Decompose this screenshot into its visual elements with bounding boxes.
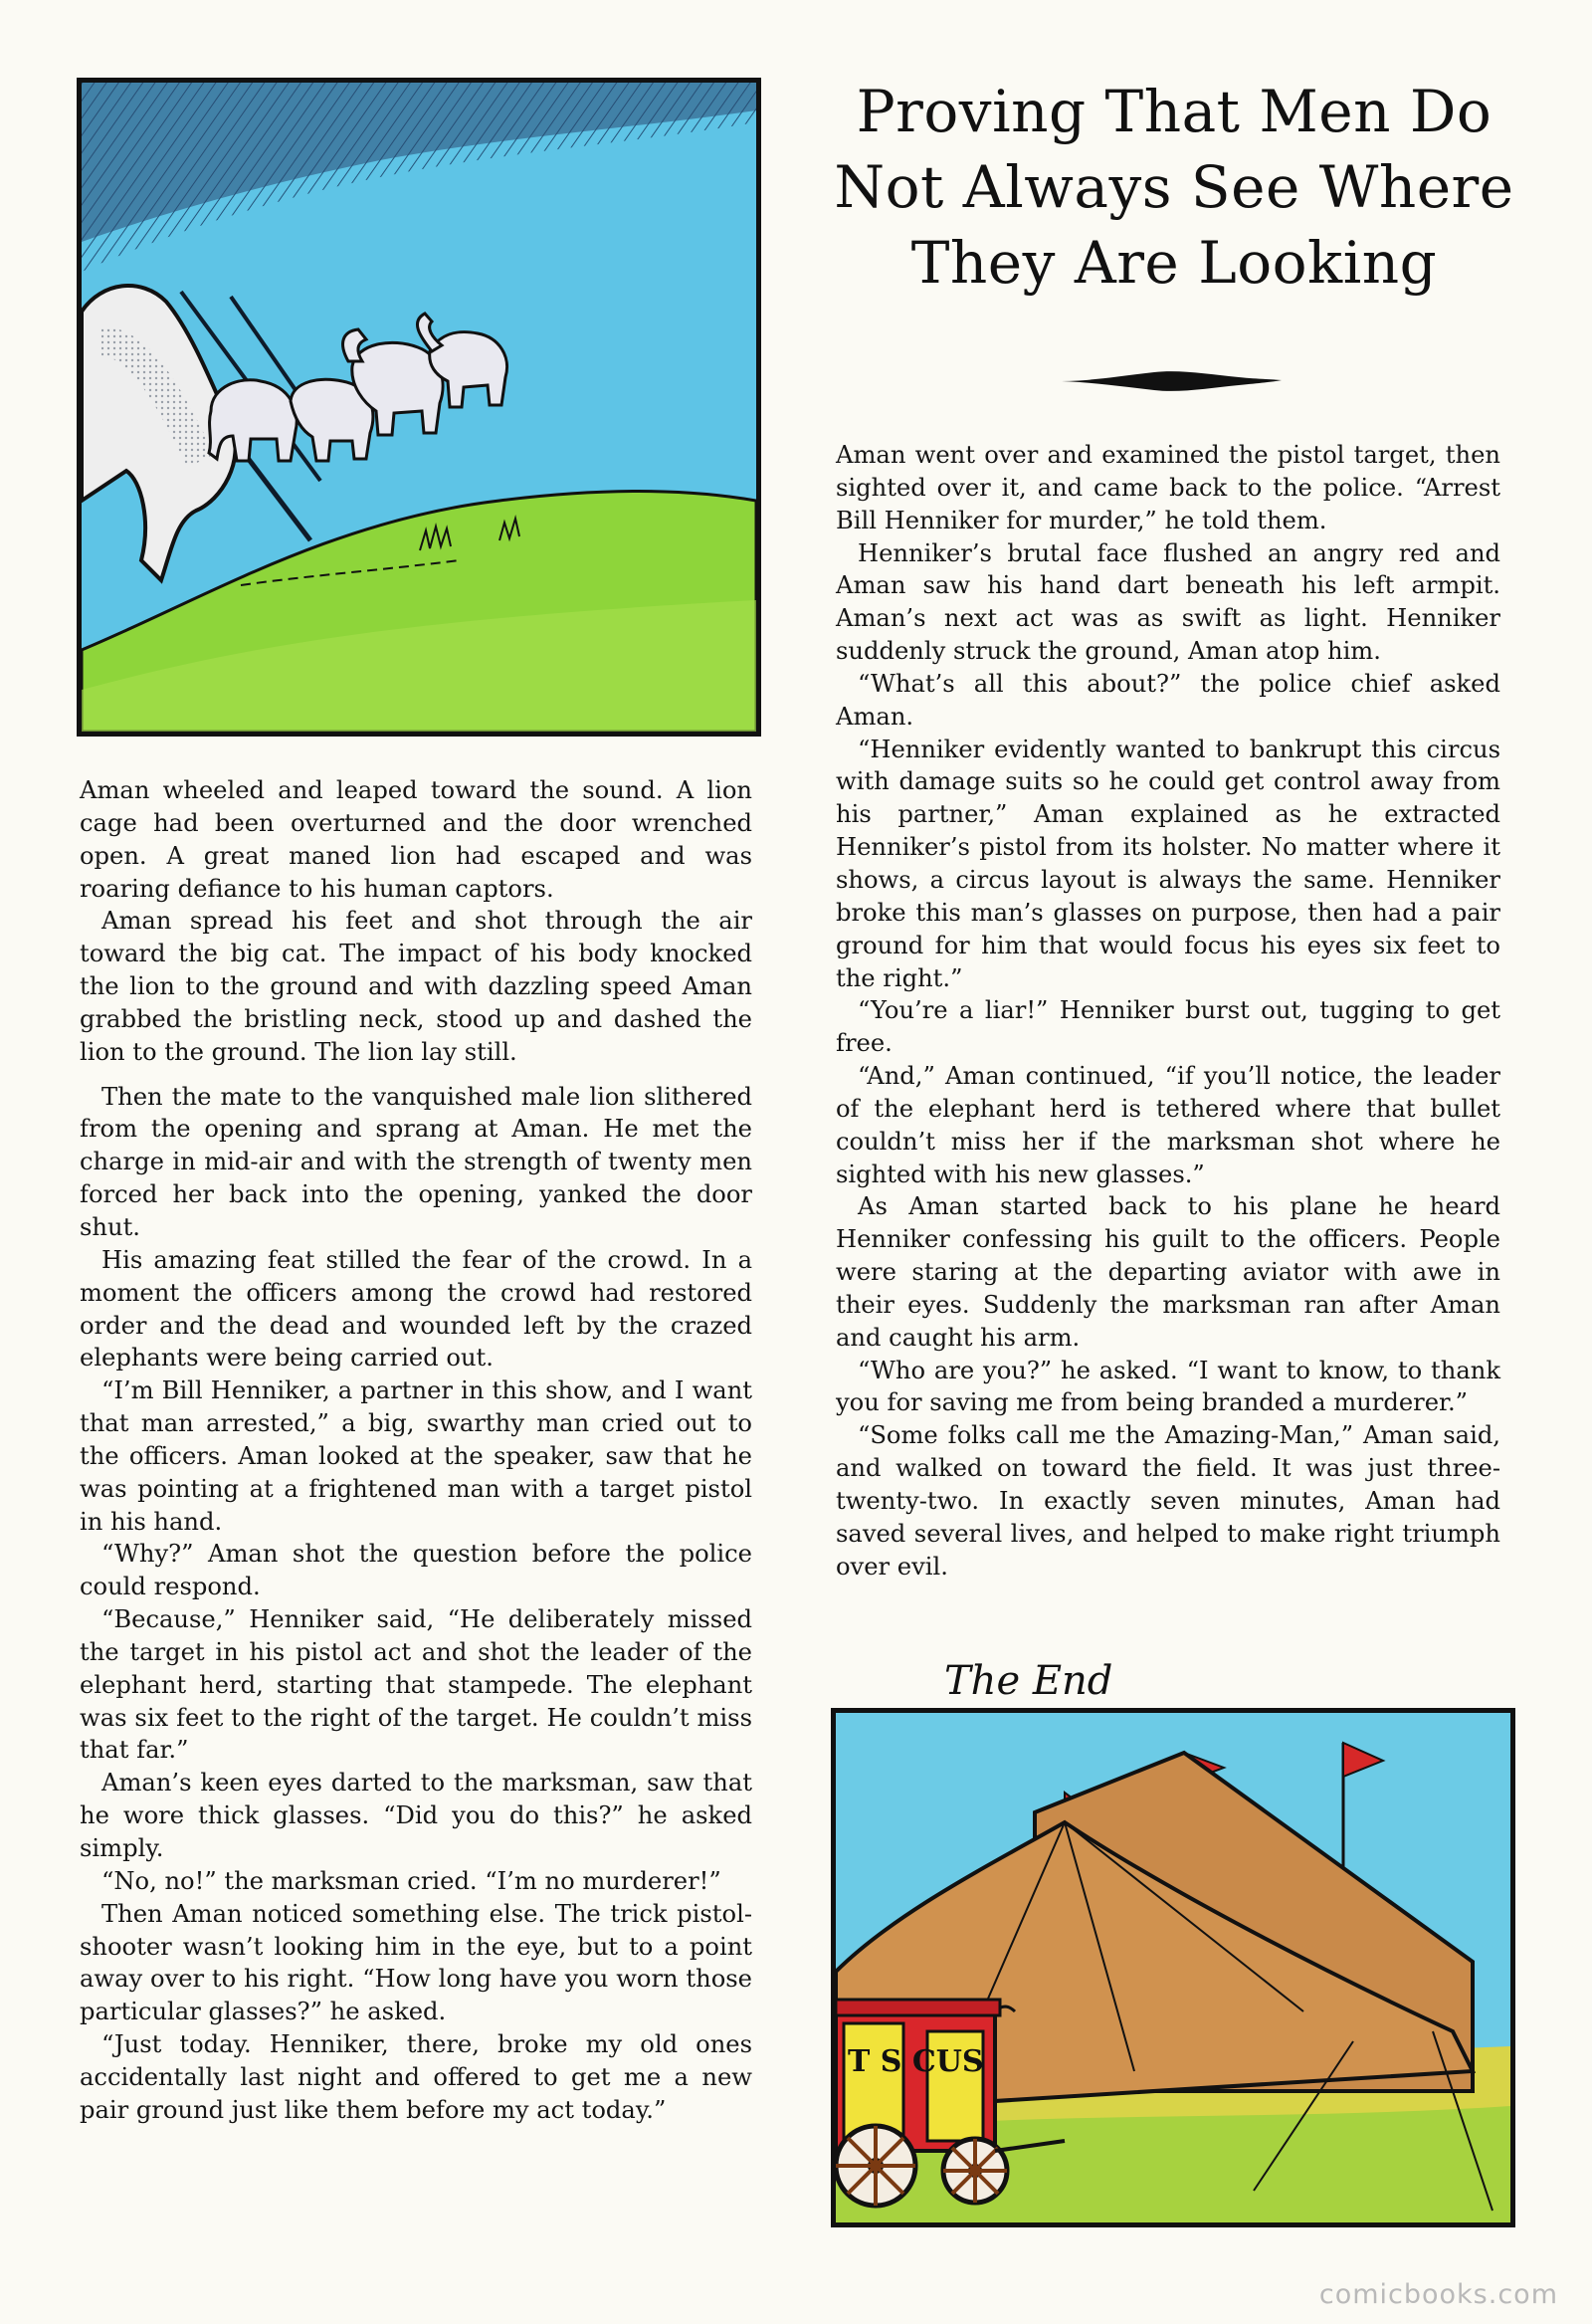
paragraph: “Some folks call me the Amazing-Man,” Aman said, and walked on toward the field. It was just three-twenty-two. In exactly seven minutes, Aman had saved several lives, and helped to make right triumph over evil. — [836, 1421, 1500, 1581]
paragraph: “No, no!” the marksman cried. “I’m no murderer!” — [101, 1866, 721, 1895]
paragraph: “Why?” Aman shot the question before the police could respond. — [80, 1540, 752, 1601]
the-end-signature — [940, 1656, 1239, 1706]
paragraph: Aman’s keen eyes darted to the marksman, saw that he wore thick glasses. “Did you do this?” he asked simply. — [80, 1769, 752, 1862]
elephants-scene — [82, 83, 756, 732]
paragraph: “Because,” Henniker said, “He deliberately missed the target in his pistol act and shot the leader of the elephant herd, starting that stampede. The elephant was six feet to the right of the target. He couldn’t miss that far.” — [80, 1605, 752, 1765]
circus-scene — [836, 1713, 1510, 2222]
paragraph: Then Aman noticed something else. The trick pistol-shooter wasn’t looking him in the eye, but to a point away over to his right. “How long have you worn those particular glasses?” he asked. — [80, 1899, 752, 2026]
story-title — [816, 74, 1532, 301]
illustration-circus-tent — [831, 1708, 1515, 2227]
paragraph: Henniker’s brutal face flushed an angry red and Aman saw his hand dart beneath his left armpit. Aman’s next act was as swift as light. Henniker suddenly struck the ground, Aman atop him. — [836, 538, 1500, 666]
paragraph: “You’re a liar!” Henniker burst out, tugging to get free. — [836, 996, 1500, 1058]
the-end-text: The End — [944, 1658, 1113, 1704]
story-text-left-column — [80, 774, 752, 2127]
story-title-line-3: They Are Looking — [910, 229, 1438, 297]
story-title-line-2: Not Always See Where — [834, 153, 1514, 221]
paragraph: “Just today. Henniker, there, broke my old ones accidentally last night and offered to get me a new pair ground just like them before my act today.” — [80, 2030, 752, 2124]
paragraph: “What’s all this about?” the police chief asked Aman. — [836, 669, 1500, 731]
paragraph: “Who are you?” he asked. “I want to know, to thank you for saving me from being branded a murderer.” — [836, 1356, 1500, 1417]
watermark: comicbooks.com — [1318, 2279, 1558, 2310]
paragraph: Aman spread his feet and shot through the air toward the big cat. The impact of his body knocked the lion to the ground and with dazzling speed Aman grabbed the bristling neck, stood up and dashed the lion to the ground. The lion lay still. — [80, 907, 752, 1066]
paragraph: Aman wheeled and leaped toward the sound. A lion cage had been overturned and the door wrenched open. A great maned lion had escaped and was roaring defiance to his human captors. — [80, 776, 752, 903]
story-title-line-1: Proving That Men Do — [856, 78, 1492, 145]
paragraph: As Aman started back to his plane he heard Henniker confessing his guilt to the officers. People were staring at the departing aviator with awe in their eyes. Suddenly the marksman ran after Aman and caught his arm. — [836, 1192, 1500, 1352]
paragraph: “I’m Bill Henniker, a partner in this show, and I want that man arrested,” a big, swarthy man cried out to the officers. Aman looked at the speaker, saw that he was pointing at a frightened man with a target pistol in his hand. — [80, 1376, 752, 1536]
story-text-right-column — [836, 439, 1500, 1584]
title-ornament-divider — [1060, 366, 1284, 396]
illustration-elephants — [77, 78, 761, 737]
paragraph: Aman went over and examined the pistol target, then sighted over it, and came back to the police. “Arrest Bill Henniker for murder,” he told them. — [836, 441, 1500, 534]
paragraph: His amazing feat stilled the fear of the crowd. In a moment the officers among the crowd had restored order and the dead and wounded left by the crazed elephants were being carried out. — [80, 1245, 752, 1373]
wagon-sign: T S CUS — [848, 2044, 984, 2079]
paragraph: “And,” Aman continued, “if you’ll notice, the leader of the elephant herd is tethered where that bullet couldn’t miss her if the marksman shot where he sighted with his new glasses.” — [836, 1062, 1500, 1188]
paragraph: Then the mate to the vanquished male lion slithered from the opening and sprang at Aman. He met the charge in mid-air and with the strength of twenty men forced her back into the opening, yanked the door shut. — [80, 1082, 752, 1241]
paragraph: “Henniker evidently wanted to bankrupt this circus with damage suits so he could get control away from his partner,” Aman explained as he extracted Henniker’s pistol from its holster. No matter where it shows, a circus layout is always the same. Henniker broke this man’s glasses on purpose, then had a pair ground for him that would focus his eyes six feet to the right.” — [836, 735, 1500, 992]
